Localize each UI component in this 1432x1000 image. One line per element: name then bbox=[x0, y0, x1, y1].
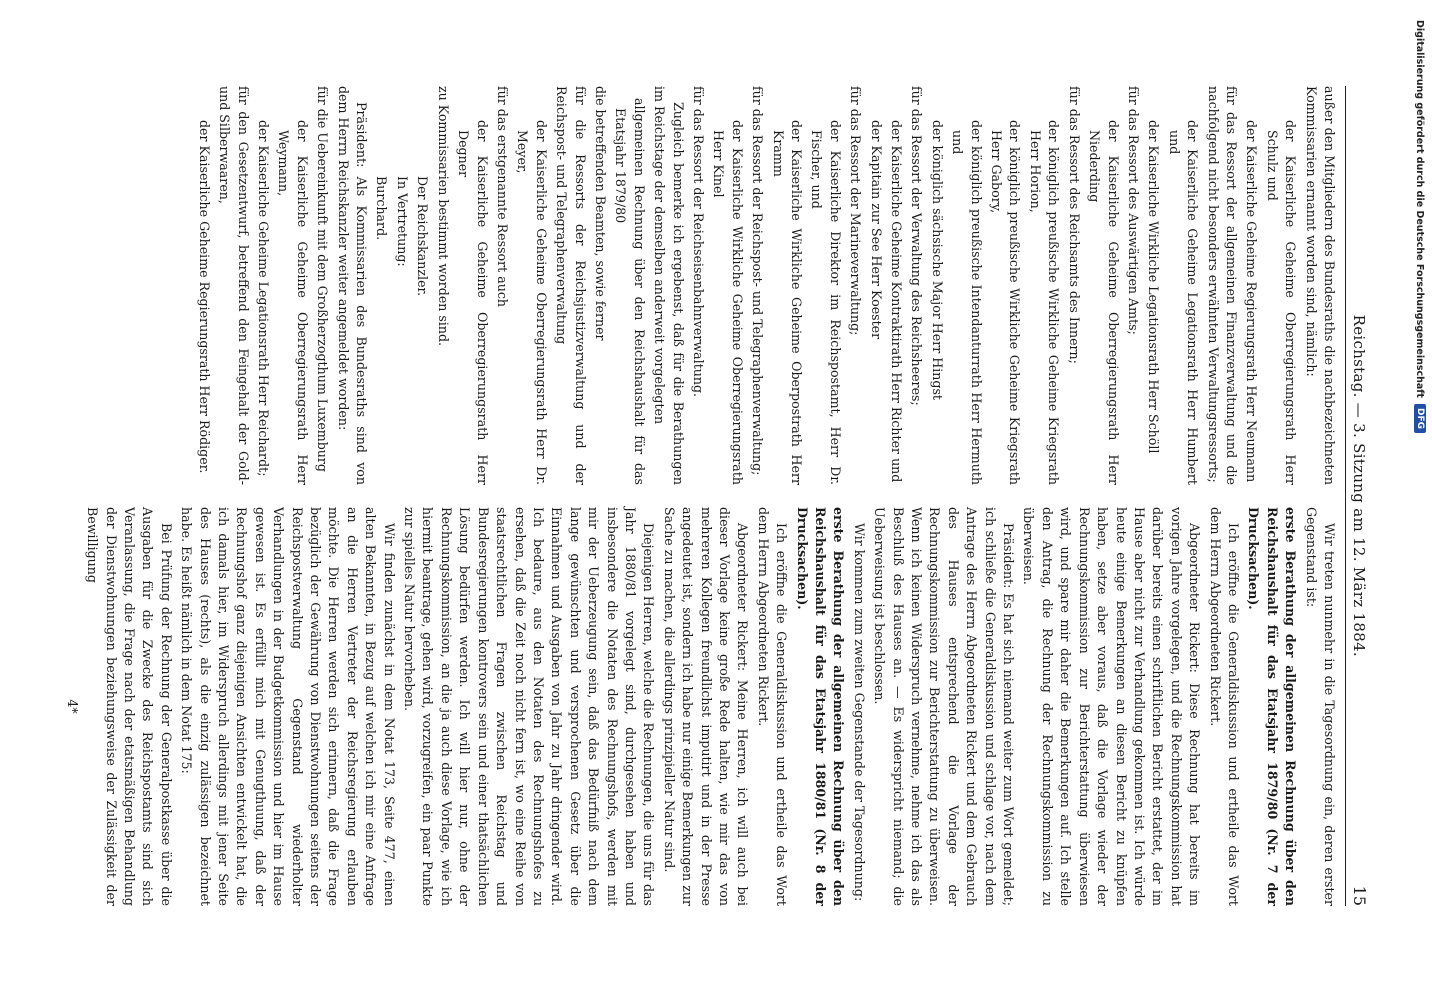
list-item: der Kaiserliche Geheime Regierungsrath Herr Rödiger. bbox=[196, 120, 212, 474]
signature-name: Burchard. bbox=[374, 176, 390, 241]
paragraph: für das Ressort des Auswärtigen Amts; bbox=[1125, 86, 1141, 335]
paragraph: für das Ressort der allgemeinen Finanzverwaltung und die nachfolgend nicht besonders erwähnten Verwaltungsressorts; bbox=[1205, 86, 1239, 485]
paragraph: außer den Mitgliedern des Bundesraths die nachbezeichneten Kommissarien ernannt worden sind, nämlich: bbox=[1303, 86, 1337, 485]
paragraph: Präsident: Es hat sich niemand weiter zum Wort gemeldet; ich schließe die Generaldiskussion und schlage vor, nach dem Antrage des Herrn Abgeordneten Rickert und dem Gebrauch des Hauses entsprechend die Vorlage der Rechnungskommission zur Berichterstattung zu überweisen. Wenn ich keinen Widerspruch vernehme, nehme ich das als Beschluß des Hauses an. — Es widerspricht niemand; die Ueberweisung ist beschlossen. bbox=[872, 507, 1017, 906]
text-columns bbox=[64, 86, 1338, 906]
paragraph: für das erstgenannte Ressort auch bbox=[494, 86, 510, 308]
paragraph: für die Uebereinkunft mit dem Großherzogthum Luxemburg bbox=[315, 86, 331, 472]
paragraph: für das Ressort der Marineverwaltung; bbox=[848, 86, 864, 336]
list-item: der Kapitain zur See Herr Koester bbox=[868, 120, 884, 340]
paragraph: Bei Prüfung der Rechnung der Generalpostkasse über die Ausgaben für die Zwecke des Reichspostamts sind sich Veranlassung, die Frage nach der etatsmäßigen Behandlung der Dienstwohnungen beziehungsweise der Zulässigkeit der Bewilligung bbox=[85, 507, 174, 906]
signature-mark: 4* bbox=[64, 699, 80, 714]
paragraph: für das Ressort des Reichsamts des Innern; bbox=[1066, 86, 1082, 364]
paragraph: für das Ressort der Reichseisenbahnverwaltung. bbox=[691, 86, 706, 398]
list-item: der königlich sächsische Major Herr Hingst bbox=[929, 120, 945, 400]
list-item: der Kaiserliche Wirkliche Legationsrath Herr Schöll bbox=[1146, 120, 1162, 454]
paragraph: Wir kommen zum zweiten Gegenstande der Tagesordnung: bbox=[851, 523, 867, 902]
list-item: der Kaiserliche Wirkliche Geheime Oberregierungsrath Herr Kinel bbox=[711, 120, 745, 485]
paragraph: Ich eröffne die Generaldiskussion und ertheile das Wort dem Herrn Abgeordneten Rickert. bbox=[755, 507, 790, 906]
page-header bbox=[1345, 86, 1384, 906]
paragraph: für das Ressort der Verwaltung des Reichsheeres; bbox=[909, 86, 925, 406]
list-item: der königlich preußische Wirkliche Geheime Kriegsrath Herr Horion, bbox=[1027, 120, 1062, 485]
paragraph: Ich eröffne die Generaldiskussion und ertheile das Wort dem Herrn Abgeordneten Rickert. bbox=[1207, 507, 1241, 906]
paragraph: Wir treten nunmehr in die Tagesordnung ein, deren erster Gegenstand ist: bbox=[1303, 507, 1337, 906]
page-title: Reichstag. — 3. Sitzung am 12. März 1884. bbox=[1350, 314, 1368, 657]
digitization-note-text bbox=[1414, 20, 1426, 433]
digitization-note bbox=[1404, 20, 1426, 1000]
list-item: der Kaiserliche Geheime Oberregierungsrath Herr Niederding bbox=[1087, 120, 1121, 485]
list-item: der Kaiserliche Direktor im Reichspostamt, Herr Dr. Fischer, und bbox=[809, 120, 843, 485]
agenda-item-heading: erste Berathung der allgemeinen Rechnung über den Reichshaushalt für das Etatsjahr 1880/81 (Nr. 8 der Drucksachen). bbox=[794, 507, 847, 906]
paragraph: Zugleich bemerke ich ergebenst, daß für die Berathungen im Reichstage der demselben anderweit vorgelegten bbox=[652, 86, 686, 485]
right-column bbox=[64, 507, 1338, 906]
signature-line: Der Reichskanzler. bbox=[415, 176, 431, 297]
paragraph: Abgeordneter Rickert: Meine Herren, ich will auch bei dieser Vorlage keine große Rede halten, wie mir das von mehreren Kollegen freundlichst imputirt und in der Presse angedeutet ist, sondern ich habe nur einige Bemerkungen zur Sache zu machen, die allerdings prinzipieller Natur sind. bbox=[661, 507, 751, 906]
agenda-item-heading: erste Berathung der allgemeinen Rechnung über den Reichshaushalt für das Etatsjahr 1879/80 (Nr. 7 der Drucksachen). bbox=[1246, 507, 1299, 906]
paragraph: für die Ressorts der Reichsjustizverwaltung und der Reichspost- und Telegraphenverwaltung bbox=[554, 86, 588, 485]
list-item: der Kaiserliche Geheime Oberregierungsrath Herr Schulz und bbox=[1264, 120, 1299, 485]
list-item: der Kaiserliche Wirkliche Geheime Oberpostrath Herr Kramm bbox=[770, 120, 805, 485]
paragraph: die betreffenden Beamten, sowie ferner bbox=[592, 86, 608, 341]
paragraph: Abgeordneter Rickert: Diese Rechnung hat bereits im vorigen Jahre vorgelegen, und die Rechnungskommission hat darüber bereits einen schriftlichen Bericht erstattet, der im Hause aber nicht zur Verhandlung gekommen ist. Ich würde heute einige Bemerkungen an diesen Bericht zu knüpfen haben, setze aber voraus, daß die Vorlage wieder der Rechnungskommission zur Berichterstattung überwiesen wird, und spare mir daher die Bemerkungen auf. Ich stelle den Antrag, die Rechnung der Rechnungskommission zu überweisen. bbox=[1021, 507, 1203, 906]
paragraph: Wir finden zunächst in dem Notat 173, Seite 477, einen alten Bekannten, in Bezug auf welchen ich mir eine Anfrage an die Herren Vertreter der Reichsregierung erlauben möchte. Die Herren werden sich erinnern, daß die Frage bezüglich der Gewährung von Dienstwohnungen seitens der Reichspostverwaltung Gegenstand wiederholter Verhandlungen in der Budgetkommission und hier im Hause gewesen ist. Es erfüllt mich mit Genugthuung, daß der Rechnungshof ganz diejenigen Ansichten entwickelt hat, die ich damals hier, im Widerspruch allerdings mit jener Seite des Hauses (rechts), als die einzig zulässigen bezeichnet habe. Es heißt nämlich in dem Notat 175: bbox=[179, 507, 397, 906]
list-item: der Kaiserliche Geheime Oberregierungsrath Herr Degner bbox=[456, 120, 490, 485]
page-number: 15 bbox=[1350, 885, 1369, 906]
list-item: der Kaiserliche Geheime Regierungsrath Herr Neumann bbox=[1244, 120, 1260, 483]
left-column bbox=[84, 86, 1338, 485]
paragraph: für den Gesetzentwurf, betreffend den Feingehalt der Gold- und Silberwaaren, bbox=[217, 86, 251, 485]
list-item: der Kaiserliche Geheime Kontraktirath Herr Richter und bbox=[889, 120, 905, 483]
list-item: der Kaiserliche Geheime Oberregierungsrath Herr Weymann, bbox=[276, 120, 310, 485]
list-item: der Kaiserliche Geheime Oberregierungsrath Herr Dr. Meyer, bbox=[515, 120, 549, 485]
paragraph: Präsident: Als Kommissarien des Bundesraths sind von dem Herrn Reichskanzler weiter angemeldet worden: bbox=[335, 86, 370, 485]
funding-note: Digitalisierung gefördert durch die Deutsche Forschungsgemeinschaft bbox=[1414, 20, 1426, 398]
list-item: der königlich preußische Intendanturrath Herr Hermuth und bbox=[950, 120, 984, 485]
document-page bbox=[64, 86, 1384, 906]
list-item: der Kaiserliche Geheime Legationsrath Herr Reichardt; bbox=[256, 120, 272, 477]
list-item: der königlich preußische Wirkliche Geheime Kriegsrath Herr Gabory, bbox=[989, 120, 1023, 485]
dfg-logo: DFG bbox=[1414, 404, 1426, 433]
paragraph: für das Ressort der Reichspost- und Telegraphenverwaltung; bbox=[750, 86, 766, 476]
signature-line: In Vertretung: bbox=[394, 176, 410, 267]
paragraph: allgemeinen Rechnung über den Reichshaushalt für das Etatsjahr 1879/80 bbox=[613, 98, 647, 485]
list-item: der Kaiserliche Geheime Legationsrath Herr Humbert und bbox=[1166, 120, 1201, 485]
paragraph: zu Kommissarien bestimmt worden sind. bbox=[435, 86, 451, 347]
paragraph: Diejenigen Herren, welche die Rechnungen, die uns für das Jahr 1880/81 vorgelegt sind, durchgesehen haben und insbesondere die Notaten des Rechnungshofs, werden mit mir der Ueberzeugung sein, daß das Bedürfniß nach dem lange gewünschten und versprochenen Gesetz über die Einnahmen und Ausgaben von Jahr zu Jahr dringender wird. Ich bedaure, aus den Notaten des Rechnungshofes zu ersehen, daß die Zeit noch nicht fern ist, wo eine Reihe von staatsrechtlichen Fragen zwischen Reichstag und Bundesregierungen kontrovers sein und einer thatsächlichen Lösung bedürfen werden. Ich will hier nur, ohne der Rechnungskommission, an die ja auch diese Vorlage, wie ich hiermit beantrage, gehen wird, vorzugreifen, ein paar Punkte zur spielles Natur hervorheben. bbox=[402, 507, 657, 906]
